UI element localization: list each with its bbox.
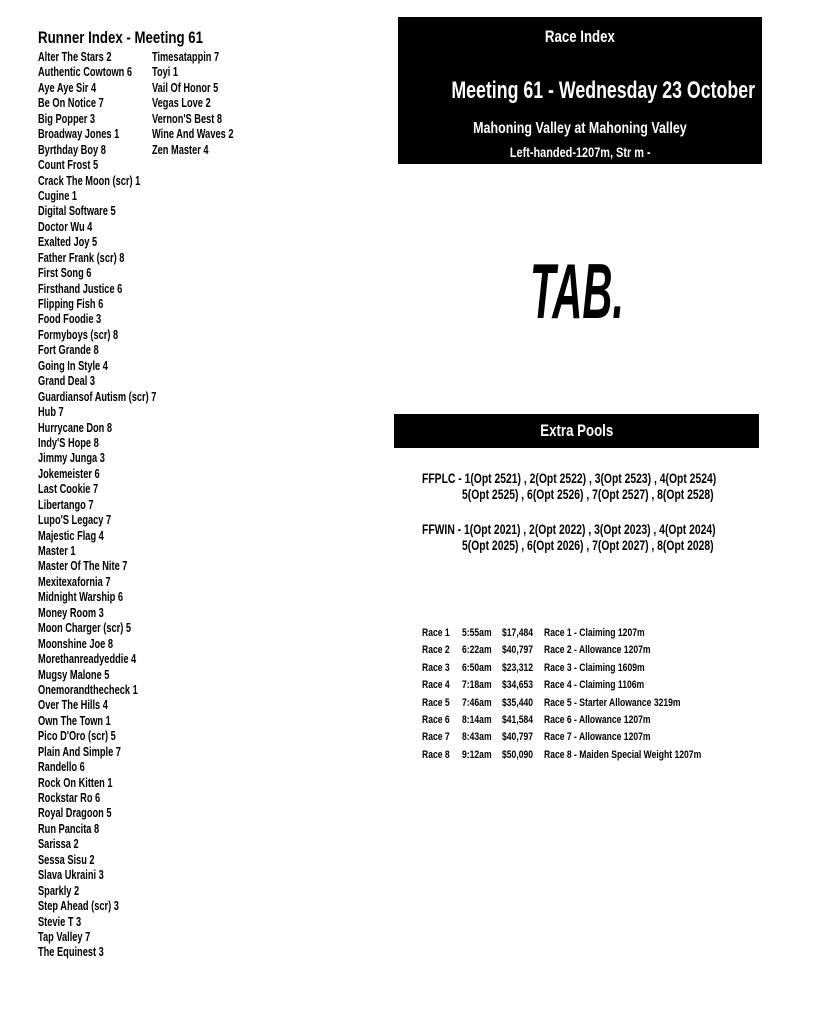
runner-entry: Firsthand Justice 6 <box>38 281 123 296</box>
pool-ffplc <box>422 470 820 502</box>
runner-entry: Master 1 <box>38 544 76 558</box>
race-number: Race 4 <box>422 679 450 692</box>
tab-logo <box>528 246 628 335</box>
race-time: 6:50am <box>462 661 492 674</box>
runner-entry: Moonshine Joe 8 <box>38 636 114 651</box>
runner-entry: Stevie T 3 <box>38 914 82 929</box>
runner-entry: Mugsy Malone 5 <box>38 667 110 682</box>
runner-entry: Randello 6 <box>38 760 85 775</box>
runner-entry: Rockstar Ro 6 <box>38 791 101 805</box>
race-purse: $35,440 <box>502 696 534 709</box>
race-number: Race 3 <box>422 661 450 674</box>
runner-entry: Vernon'S Best 8 <box>152 111 223 126</box>
runner-entry: Going In Style 4 <box>38 358 108 373</box>
runner-entry: Majestic Flag 4 <box>38 528 104 543</box>
race-description: Race 1 - Claiming 1207m <box>544 627 645 639</box>
race-description: Race 2 - Allowance 1207m <box>544 644 651 657</box>
race-time: 5:55am <box>462 627 492 639</box>
runner-entry: Vail Of Honor 5 <box>152 80 219 95</box>
runner-entry: Count Frost 5 <box>38 158 99 173</box>
runner-entry: Last Cookie 7 <box>38 482 99 497</box>
track-description: Left-handed-1207m, Str m - <box>509 144 651 160</box>
tab-logo-text: TAB. <box>530 247 624 335</box>
runner-list-column-2 <box>152 50 262 158</box>
race-row <box>422 627 767 644</box>
race-time: 8:43am <box>462 731 492 744</box>
venue-name: Mahoning Valley at Mahoning Valley <box>473 120 687 137</box>
runner-entry: Formyboys (scr) 8 <box>38 327 119 342</box>
runner-entry: Midnight Warship 6 <box>38 590 123 605</box>
pool-line: 5(Opt 2025) , 6(Opt 2026) , 7(Opt 2027) , 8(Opt 2028) <box>462 537 714 553</box>
race-number: Race 2 <box>422 644 450 657</box>
race-description: Race 5 - Starter Allowance 3219m <box>544 696 681 709</box>
runner-entry: Tap Valley 7 <box>38 929 91 944</box>
runner-entry: Sessa Sisu 2 <box>38 852 95 867</box>
runner-entry: Grand Deal 3 <box>38 374 96 389</box>
runner-entry: Rock On Kitten 1 <box>38 775 113 790</box>
runner-list-column-1 <box>38 50 198 961</box>
runner-entry: Vegas Love 2 <box>152 96 211 111</box>
runner-entry: Toyi 1 <box>152 65 179 80</box>
runner-entry: Pico D'Oro (scr) 5 <box>38 729 116 744</box>
race-description: Race 6 - Allowance 1207m <box>544 713 651 726</box>
runner-entry: Big Popper 3 <box>38 111 96 126</box>
runner-entry: Jimmy Junga 3 <box>38 451 105 466</box>
race-number: Race 5 <box>422 696 450 709</box>
runner-entry: Libertango 7 <box>38 497 94 512</box>
runner-entry: Run Pancita 8 <box>38 821 100 836</box>
race-row <box>422 679 767 696</box>
runner-entry: Moon Charger (scr) 5 <box>38 621 132 636</box>
runner-entry: Wine And Waves 2 <box>152 127 234 142</box>
runner-entry: The Equinest 3 <box>38 945 104 960</box>
race-time: 7:46am <box>462 696 492 709</box>
race-row <box>422 644 767 661</box>
runner-entry: Flipping Fish 6 <box>38 297 104 311</box>
runner-entry: Guardiansof Autism (scr) 7 <box>38 389 157 404</box>
runner-entry: Be On Notice 7 <box>38 96 104 111</box>
runner-entry: Broadway Jones 1 <box>38 127 120 142</box>
runner-entry: Sparkly 2 <box>38 883 80 898</box>
runner-entry: Plain And Simple 7 <box>38 744 121 759</box>
runner-entry: Timesatappin 7 <box>152 50 220 64</box>
runner-entry: Alter The Stars 2 <box>38 50 112 64</box>
runner-entry: Sarissa 2 <box>38 837 79 852</box>
meeting-title: Meeting 61 - Wednesday 23 October <box>451 77 755 104</box>
extra-pools-header <box>394 414 759 448</box>
race-description: Race 4 - Claiming 1106m <box>544 679 645 692</box>
runner-entry: Money Room 3 <box>38 605 104 620</box>
pool-line: FFPLC - 1(Opt 2521) , 2(Opt 2522) , 3(Opt 2523) , 4(Opt 2524) <box>422 470 717 486</box>
race-description: Race 7 - Allowance 1207m <box>544 731 651 744</box>
pool-line: 5(Opt 2525) , 6(Opt 2526) , 7(Opt 2527) , 8(Opt 2528) <box>462 486 714 502</box>
runner-entry: Royal Dragoon 5 <box>38 806 112 821</box>
runner-entry: Mexitexafornia 7 <box>38 574 111 589</box>
runner-entry: Food Foodie 3 <box>38 312 102 327</box>
race-index-header <box>398 17 762 164</box>
runner-entry: Indy'S Hope 8 <box>38 435 99 450</box>
race-description: Race 8 - Maiden Special Weight 1207m <box>544 748 702 761</box>
race-purse: $40,797 <box>502 644 534 657</box>
race-number: Race 6 <box>422 713 450 726</box>
race-row <box>422 697 767 714</box>
runner-entry: Exalted Joy 5 <box>38 235 98 250</box>
race-purse: $41,584 <box>502 713 534 726</box>
runner-entry: Cugine 1 <box>38 188 78 203</box>
runner-entry: Step Ahead (scr) 3 <box>38 899 119 914</box>
race-number: Race 7 <box>422 731 450 744</box>
pool-ffwin <box>422 521 819 553</box>
runner-entry: Fort Grande 8 <box>38 343 99 358</box>
runner-entry: Master Of The Nite 7 <box>38 559 128 574</box>
runner-entry: Hub 7 <box>38 405 64 420</box>
runner-entry: Jokemeister 6 <box>38 466 100 481</box>
runner-entry: Onemorandthecheck 1 <box>38 682 138 697</box>
race-purse: $23,312 <box>502 661 534 674</box>
runner-entry: Lupo'S Legacy 7 <box>38 513 112 528</box>
runner-entry: Aye Aye Sir 4 <box>38 80 97 95</box>
runner-entry: Slava Ukraini 3 <box>38 868 104 883</box>
runner-entry: Own The Town 1 <box>38 713 111 728</box>
race-time: 6:22am <box>462 644 492 657</box>
runner-entry: First Song 6 <box>38 266 92 281</box>
race-row <box>422 714 767 731</box>
runner-entry: Zen Master 4 <box>152 142 209 157</box>
race-row <box>422 731 767 748</box>
runner-entry: Hurrycane Don 8 <box>38 420 113 435</box>
race-schedule <box>422 627 767 766</box>
race-purse: $17,484 <box>502 627 534 639</box>
runner-entry: Doctor Wu 4 <box>38 219 93 234</box>
race-number: Race 1 <box>422 627 450 639</box>
race-purse: $34,653 <box>502 679 534 692</box>
race-purse: $50,090 <box>502 748 534 761</box>
race-time: 9:12am <box>462 748 492 761</box>
race-row <box>422 749 767 766</box>
runner-entry: Over The Hills 4 <box>38 698 108 713</box>
runner-entry: Digital Software 5 <box>38 204 116 219</box>
race-index-heading: Race Index <box>544 27 616 46</box>
race-description: Race 3 - Claiming 1609m <box>544 661 645 674</box>
runner-entry: Morethanreadyeddie 4 <box>38 652 137 667</box>
runner-entry: Crack The Moon (scr) 1 <box>38 173 141 188</box>
runner-entry: Byrthday Boy 8 <box>38 142 106 157</box>
race-row <box>422 662 767 679</box>
race-purse: $40,797 <box>502 731 534 744</box>
race-time: 7:18am <box>462 679 492 692</box>
race-time: 8:14am <box>462 713 492 726</box>
race-number: Race 8 <box>422 748 450 761</box>
runner-entry: Authentic Cowtown 6 <box>38 65 133 80</box>
runner-index-title: Runner Index - Meeting 61 <box>38 28 204 47</box>
extra-pools-heading: Extra Pools <box>540 421 613 440</box>
pool-line: FFWIN - 1(Opt 2021) , 2(Opt 2022) , 3(Opt 2023) , 4(Opt 2024) <box>422 521 716 537</box>
runner-entry: Father Frank (scr) 8 <box>38 250 125 265</box>
runner-index <box>38 28 378 960</box>
